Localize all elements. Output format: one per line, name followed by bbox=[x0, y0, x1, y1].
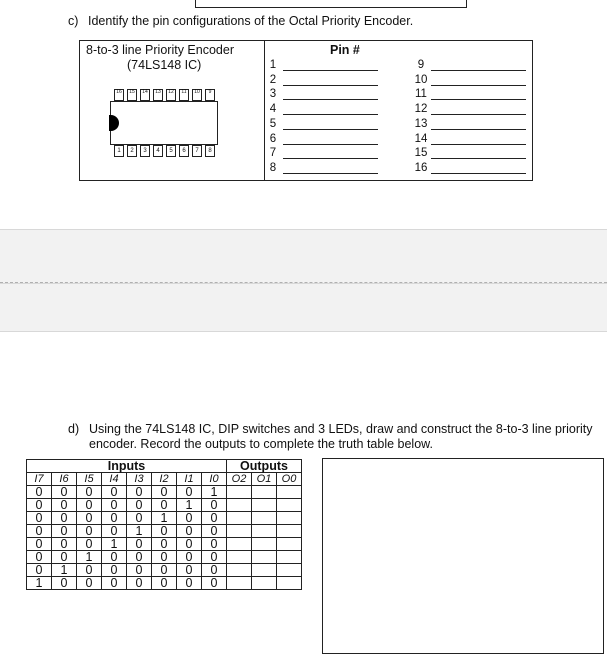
pin-number: 9 bbox=[417, 59, 425, 71]
input-cell: 0 bbox=[27, 499, 52, 512]
column-header: O2 bbox=[227, 473, 252, 486]
input-cell: 0 bbox=[127, 564, 152, 577]
input-cell: 1 bbox=[202, 486, 227, 499]
input-cell: 1 bbox=[77, 551, 102, 564]
input-cell: 0 bbox=[152, 499, 177, 512]
output-cell[interactable] bbox=[227, 486, 252, 499]
input-cell: 0 bbox=[102, 499, 127, 512]
input-cell: 0 bbox=[77, 525, 102, 538]
input-cell: 0 bbox=[177, 538, 202, 551]
question-d-line1: Using the 74LS148 IC, DIP switches and 3 LEDs, draw and construct the 8-to-3 line priority bbox=[89, 422, 593, 436]
input-cell: 0 bbox=[102, 577, 127, 590]
input-cell: 0 bbox=[77, 564, 102, 577]
input-cell: 0 bbox=[77, 499, 102, 512]
column-header: I1 bbox=[177, 473, 202, 486]
output-cell[interactable] bbox=[277, 538, 302, 551]
ic-chip bbox=[104, 79, 224, 167]
separator-band-1 bbox=[0, 229, 607, 284]
question-c-text: Identify the pin configurations of the Octal Priority Encoder. bbox=[88, 14, 414, 28]
input-cell: 0 bbox=[152, 538, 177, 551]
output-cell[interactable] bbox=[277, 486, 302, 499]
ic-bottom-pin: 8 bbox=[205, 145, 215, 157]
pin-number: 3 bbox=[269, 88, 277, 101]
input-cell: 0 bbox=[177, 512, 202, 525]
column-header: I2 bbox=[152, 473, 177, 486]
input-cell: 0 bbox=[152, 525, 177, 538]
column-header: I7 bbox=[27, 473, 52, 486]
input-cell: 0 bbox=[52, 512, 77, 525]
ic-top-pin: 16 bbox=[114, 89, 124, 101]
pin-answer-line[interactable] bbox=[431, 70, 526, 71]
pin-answer-line[interactable] bbox=[283, 129, 378, 130]
pin-header: Pin # bbox=[330, 43, 360, 57]
ic-bottom-pin: 2 bbox=[127, 145, 137, 157]
pin-number: 10 bbox=[414, 73, 428, 86]
pin-answer-line[interactable] bbox=[283, 158, 378, 159]
truth-table-wrap bbox=[26, 459, 302, 590]
output-cell[interactable] bbox=[227, 577, 252, 590]
ic-top-pin: 15 bbox=[127, 89, 137, 101]
output-cell[interactable] bbox=[252, 538, 277, 551]
input-cell: 0 bbox=[202, 564, 227, 577]
pin-answer-line[interactable] bbox=[431, 114, 526, 115]
input-cell: 0 bbox=[27, 551, 52, 564]
output-cell[interactable] bbox=[252, 486, 277, 499]
pin-number: 5 bbox=[269, 117, 277, 130]
pin-number: 2 bbox=[269, 73, 277, 86]
pin-number: 7 bbox=[269, 147, 277, 160]
pin-number: 15 bbox=[414, 147, 428, 160]
pin-answer-line[interactable] bbox=[283, 173, 378, 174]
separator-band-2 bbox=[0, 283, 607, 332]
input-cell: 0 bbox=[127, 499, 152, 512]
ic-body bbox=[110, 101, 218, 145]
output-cell[interactable] bbox=[227, 551, 252, 564]
question-c-label: c) bbox=[68, 14, 79, 28]
ic-bottom-pin: 1 bbox=[114, 145, 124, 157]
input-cell: 0 bbox=[177, 564, 202, 577]
input-cell: 0 bbox=[202, 525, 227, 538]
pin-answer-line[interactable] bbox=[283, 99, 378, 100]
output-cell[interactable] bbox=[227, 538, 252, 551]
pin-number: 13 bbox=[414, 117, 428, 130]
input-cell: 0 bbox=[202, 538, 227, 551]
input-cell: 0 bbox=[177, 525, 202, 538]
input-cell: 0 bbox=[152, 564, 177, 577]
input-cell: 0 bbox=[77, 538, 102, 551]
output-cell[interactable] bbox=[227, 564, 252, 577]
column-header: I3 bbox=[127, 473, 152, 486]
chip-title-line2: (74LS148 IC) bbox=[127, 58, 202, 72]
output-cell[interactable] bbox=[277, 551, 302, 564]
pin-number: 11 bbox=[415, 88, 427, 101]
table-row bbox=[27, 551, 302, 564]
pin-number: 8 bbox=[269, 161, 277, 174]
output-cell[interactable] bbox=[277, 499, 302, 512]
column-header: I5 bbox=[77, 473, 102, 486]
input-cell: 0 bbox=[102, 564, 127, 577]
input-cell: 0 bbox=[52, 577, 77, 590]
pin-answer-line[interactable] bbox=[431, 173, 526, 174]
ic-notch bbox=[109, 115, 119, 131]
output-cell[interactable] bbox=[277, 512, 302, 525]
input-cell: 0 bbox=[52, 486, 77, 499]
pin-answer-line[interactable] bbox=[431, 144, 526, 145]
input-cell: 0 bbox=[52, 551, 77, 564]
ic-bottom-pin: 4 bbox=[153, 145, 163, 157]
output-cell[interactable] bbox=[252, 499, 277, 512]
input-cell: 0 bbox=[152, 486, 177, 499]
pin-number: 6 bbox=[269, 132, 277, 145]
input-cell: 0 bbox=[52, 525, 77, 538]
ic-bottom-pin: 7 bbox=[192, 145, 202, 157]
pin-answer-line[interactable] bbox=[431, 158, 526, 159]
ic-bottom-pin: 5 bbox=[166, 145, 176, 157]
output-cell[interactable] bbox=[277, 525, 302, 538]
table-subheader-row bbox=[27, 473, 302, 486]
input-cell: 0 bbox=[27, 512, 52, 525]
input-cell: 0 bbox=[27, 486, 52, 499]
column-header: I0 bbox=[202, 473, 227, 486]
input-cell: 0 bbox=[27, 525, 52, 538]
output-cell[interactable] bbox=[252, 564, 277, 577]
input-cell: 1 bbox=[102, 538, 127, 551]
input-cell: 0 bbox=[102, 551, 127, 564]
output-cell[interactable] bbox=[227, 525, 252, 538]
ic-top-pin: 14 bbox=[140, 89, 150, 101]
truth-table bbox=[26, 459, 302, 590]
outputs-header: Outputs bbox=[227, 460, 302, 473]
pin-answer-line[interactable] bbox=[431, 85, 526, 86]
ic-bottom-pin: 6 bbox=[179, 145, 189, 157]
input-cell: 0 bbox=[152, 551, 177, 564]
input-cell: 0 bbox=[127, 486, 152, 499]
pin-answer-line[interactable] bbox=[431, 129, 526, 130]
table-row bbox=[27, 512, 302, 525]
pin-answer-line[interactable] bbox=[431, 99, 526, 100]
input-cell: 0 bbox=[177, 486, 202, 499]
question-d-line2: encoder. Record the outputs to complete the truth table below. bbox=[89, 437, 433, 451]
input-cell: 1 bbox=[52, 564, 77, 577]
input-cell: 1 bbox=[127, 525, 152, 538]
ic-top-pin: 10 bbox=[192, 89, 202, 101]
input-cell: 0 bbox=[77, 512, 102, 525]
table-row bbox=[27, 564, 302, 577]
output-cell[interactable] bbox=[227, 499, 252, 512]
ic-bottom-pin: 3 bbox=[140, 145, 150, 157]
pin-number: 16 bbox=[414, 161, 428, 174]
construction-answer-box[interactable] bbox=[322, 458, 604, 654]
input-cell: 0 bbox=[27, 564, 52, 577]
input-cell: 0 bbox=[152, 577, 177, 590]
input-cell: 0 bbox=[177, 551, 202, 564]
output-cell[interactable] bbox=[277, 577, 302, 590]
output-cell[interactable] bbox=[252, 525, 277, 538]
pin-answer-line[interactable] bbox=[283, 85, 378, 86]
output-cell[interactable] bbox=[277, 564, 302, 577]
input-cell: 0 bbox=[202, 512, 227, 525]
input-cell: 0 bbox=[127, 538, 152, 551]
pin-answer-line[interactable] bbox=[283, 144, 378, 145]
input-cell: 0 bbox=[52, 499, 77, 512]
question-d-label: d) bbox=[68, 422, 80, 436]
input-cell: 0 bbox=[177, 577, 202, 590]
input-cell: 0 bbox=[77, 577, 102, 590]
pin-number: 14 bbox=[414, 132, 428, 145]
table-row bbox=[27, 486, 302, 499]
table-row bbox=[27, 577, 302, 590]
output-cell[interactable] bbox=[252, 577, 277, 590]
input-cell: 0 bbox=[202, 577, 227, 590]
input-cell: 0 bbox=[102, 486, 127, 499]
input-cell: 0 bbox=[202, 551, 227, 564]
column-header: I4 bbox=[102, 473, 127, 486]
input-cell: 0 bbox=[102, 525, 127, 538]
ic-top-pin: 13 bbox=[153, 89, 163, 101]
input-cell: 0 bbox=[127, 577, 152, 590]
input-cell: 0 bbox=[202, 499, 227, 512]
pin-answer-line[interactable] bbox=[283, 70, 378, 71]
ic-top-pin: 12 bbox=[166, 89, 176, 101]
input-cell: 1 bbox=[27, 577, 52, 590]
table-row bbox=[27, 525, 302, 538]
output-cell[interactable] bbox=[252, 551, 277, 564]
input-cell: 1 bbox=[177, 499, 202, 512]
top-answer-box bbox=[195, 0, 467, 8]
table-header-row bbox=[27, 460, 302, 473]
table-row bbox=[27, 499, 302, 512]
input-cell: 0 bbox=[77, 486, 102, 499]
ic-top-pin: 11 bbox=[179, 89, 189, 101]
input-cell: 0 bbox=[52, 538, 77, 551]
column-header: I6 bbox=[52, 473, 77, 486]
column-header: O0 bbox=[277, 473, 302, 486]
pin-number: 4 bbox=[269, 103, 277, 116]
output-cell[interactable] bbox=[227, 512, 252, 525]
ic-top-pin: 9 bbox=[205, 89, 215, 101]
output-cell[interactable] bbox=[252, 512, 277, 525]
column-header: O1 bbox=[252, 473, 277, 486]
inputs-header: Inputs bbox=[27, 460, 227, 473]
table-row bbox=[27, 538, 302, 551]
pin-number: 1 bbox=[269, 59, 277, 71]
input-cell: 0 bbox=[27, 538, 52, 551]
input-cell: 0 bbox=[102, 512, 127, 525]
chip-title-line1: 8-to-3 line Priority Encoder bbox=[86, 43, 234, 57]
pin-answer-line[interactable] bbox=[283, 114, 378, 115]
input-cell: 0 bbox=[127, 551, 152, 564]
input-cell: 1 bbox=[152, 512, 177, 525]
input-cell: 0 bbox=[127, 512, 152, 525]
pin-number: 12 bbox=[414, 103, 428, 116]
